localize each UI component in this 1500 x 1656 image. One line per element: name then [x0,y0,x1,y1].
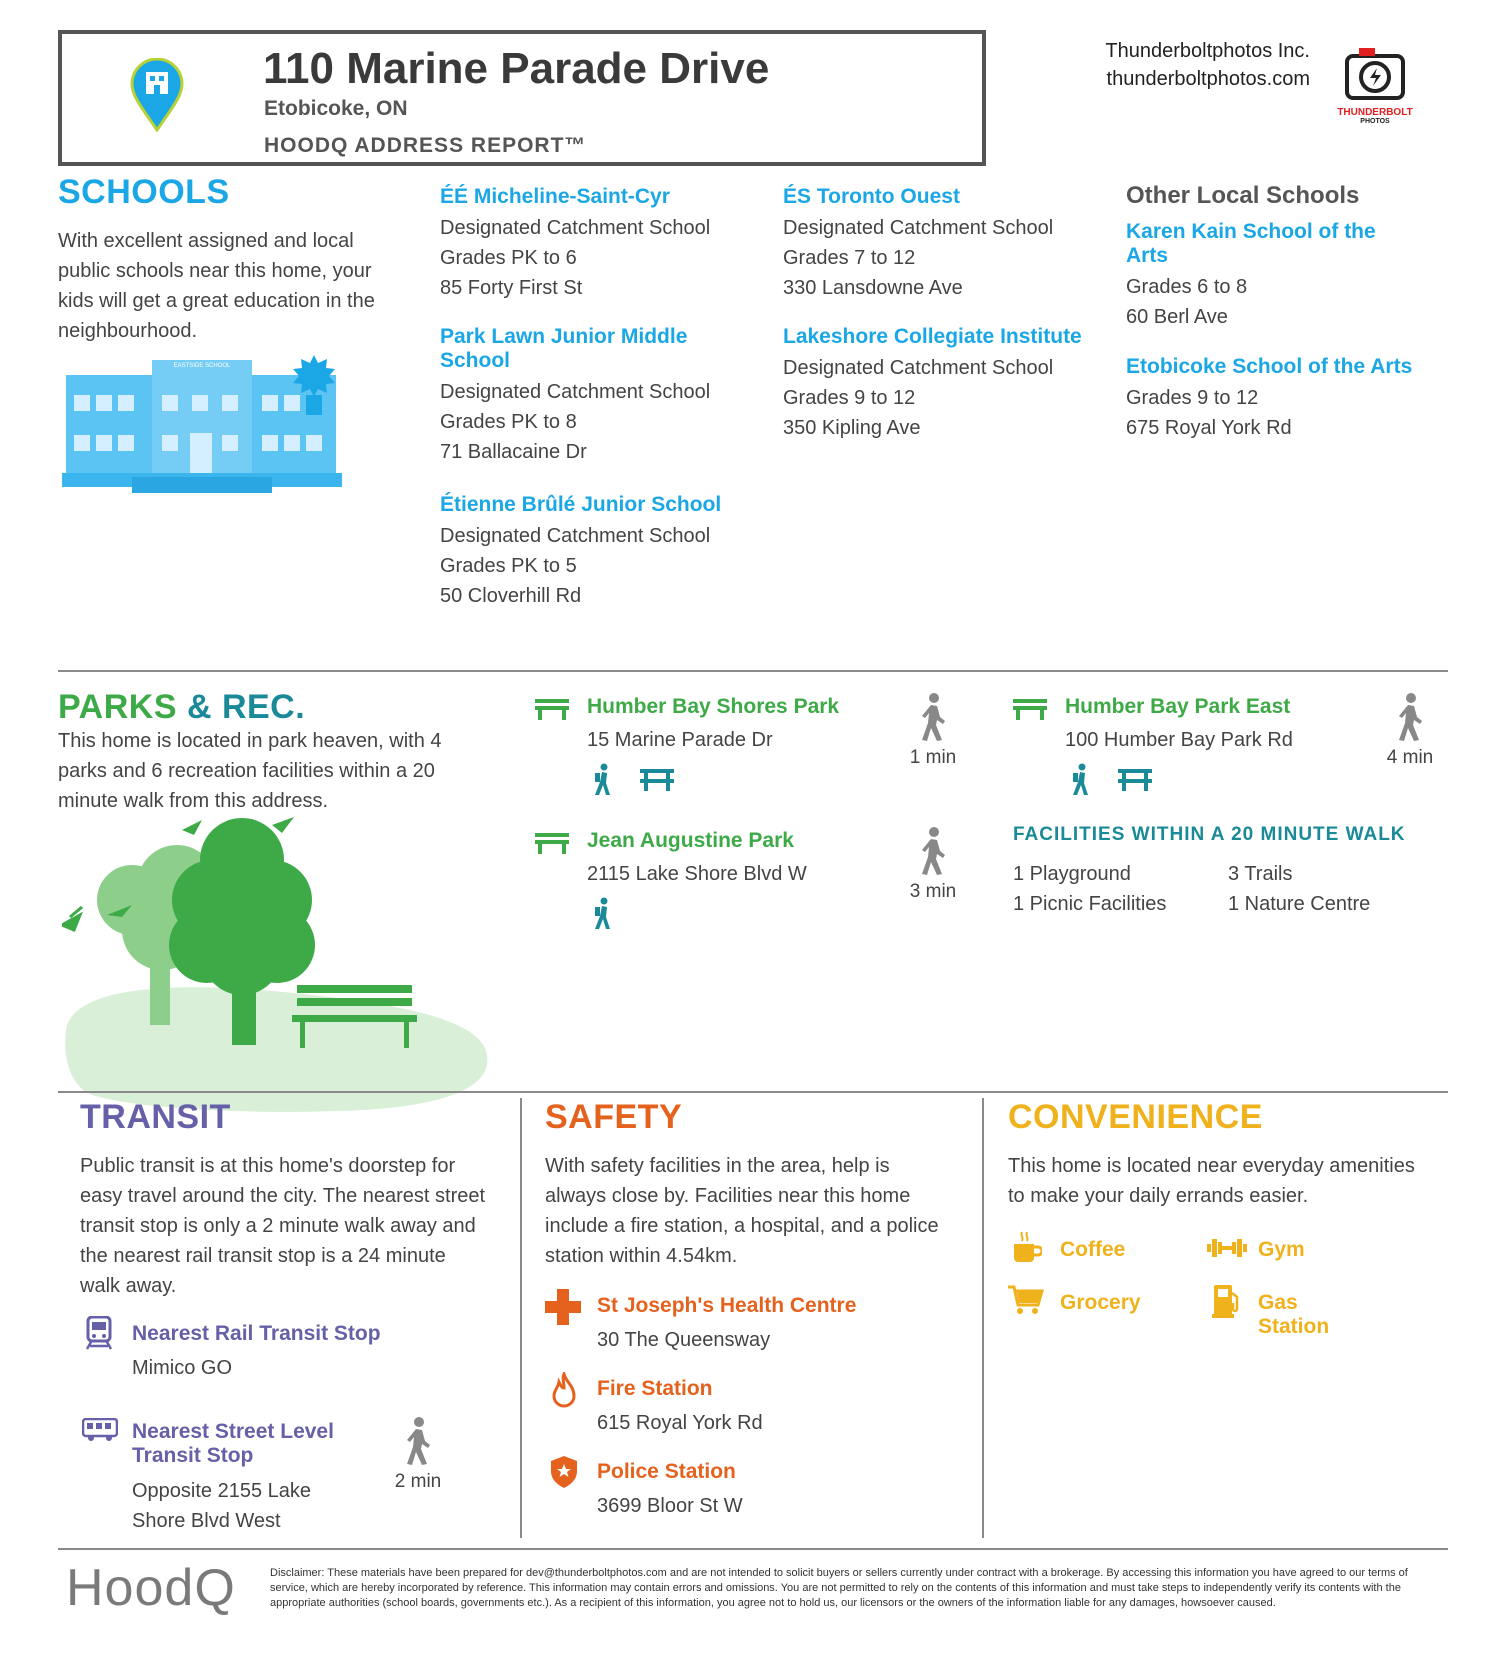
convenience-item[interactable]: Coffee [1060,1238,1126,1261]
school-entry [783,185,1103,303]
fire-icon [552,1372,576,1413]
safety-address: 615 Royal York Rd [597,1412,763,1434]
hiker-icon [593,763,613,802]
picnic-table-icon [1118,767,1152,798]
park-illustration [62,805,492,1130]
facilities-title: FACILITIES WITHIN A 20 MINUTE WALK [1013,824,1406,845]
park-name[interactable]: Jean Augustine Park [587,829,794,852]
park-address: 2115 Lake Shore Blvd W [587,863,807,885]
company-website[interactable]: thunderboltphotos.com [1106,68,1310,90]
parks-title-b: & REC. [186,688,306,726]
logo-line2: PHOTOS [1360,118,1390,125]
school-name[interactable]: Étienne Brûlé Junior School [440,493,722,516]
convenience-item[interactable]: Gym [1258,1238,1305,1261]
school-type: Designated Catchment School [440,217,711,239]
gym-dumbbell-icon [1207,1236,1247,1265]
rail-stop-label[interactable]: Nearest Rail Transit Stop [132,1322,381,1345]
school-type: Designated Catchment School [440,525,711,547]
walk-icon [1395,693,1425,748]
school-name[interactable]: ÉÉ Micheline-Saint-Cyr [440,185,670,208]
safety-title: SAFETY [545,1098,683,1136]
divider [982,1098,984,1538]
street-stop-value: Opposite 2155 Lake Shore Blvd West [132,1480,312,1532]
school-address: 675 Royal York Rd [1126,417,1292,439]
thunderbolt-logo [1335,42,1415,125]
parks-title [58,688,305,727]
school-address: 50 Cloverhill Rd [440,585,582,607]
hiker-icon [1071,763,1091,802]
train-icon [86,1316,112,1355]
school-grades: Grades PK to 5 [440,555,577,577]
school-grades: Grades PK to 8 [440,411,577,433]
picnic-table-icon [640,767,674,798]
park-address: 100 Humber Bay Park Rd [1065,729,1293,751]
safety-name[interactable]: St Joseph's Health Centre [597,1294,857,1317]
school-address: 60 Berl Ave [1126,306,1228,328]
other-schools-title: Other Local Schools [1126,182,1360,209]
schools-description: With excellent assigned and local public schools near this home, your kids will get a great education in the neighbourhood. [58,230,375,342]
safety-name[interactable]: Fire Station [597,1377,713,1400]
school-entry [783,325,1103,443]
coffee-icon [1012,1230,1042,1269]
school-grades: Grades 9 to 12 [1126,387,1259,409]
safety-address: 3699 Bloor St W [597,1495,743,1517]
divider [58,1548,1448,1550]
walk-time: 1 min [909,747,957,768]
school-name[interactable]: Karen Kain School of the Arts [1126,220,1376,267]
location-pin-icon [130,58,184,137]
hoodq-logo: HoodQ [66,1559,236,1617]
bench-icon [1013,697,1047,726]
walk-time: 3 min [909,881,957,902]
school-name[interactable]: Lakeshore Collegiate Institute [783,325,1082,348]
report-label: HOODQ ADDRESS REPORT™ [264,134,587,157]
school-grades: Grades 6 to 8 [1126,276,1248,298]
address-title: 110 Marine Parade Drive [263,44,770,93]
facility-item: 1 Picnic Facilities [1013,893,1167,915]
parks-title-a: PARKS [58,688,177,726]
grocery-cart-icon [1008,1285,1044,1320]
other-school-entry [1126,220,1416,332]
walk-icon [918,827,948,882]
school-address: 71 Ballacaine Dr [440,441,587,463]
other-school-entry [1126,355,1416,443]
address-city: Etobicoke, ON [264,97,408,120]
school-address: 330 Lansdowne Ave [783,277,963,299]
convenience-description: This home is located near everyday amenities to make your daily errands easier. [1008,1155,1415,1207]
park-name[interactable]: Humber Bay Shores Park [587,695,840,718]
safety-name[interactable]: Police Station [597,1460,736,1483]
schools-title: SCHOOLS [58,173,230,211]
school-entry [440,185,760,303]
school-name[interactable]: Etobicoke School of the Arts [1126,355,1413,378]
convenience-item[interactable]: Grocery [1060,1291,1141,1314]
divider [58,670,1448,672]
school-type: Designated Catchment School [783,357,1054,379]
logo-line1: THUNDERBOLT [1337,107,1413,118]
safety-address: 30 The Queensway [597,1329,771,1351]
facility-item: 1 Playground [1013,863,1131,885]
school-type: Designated Catchment School [783,217,1054,239]
camera-icon [1335,42,1415,102]
facility-item: 3 Trails [1228,863,1293,885]
school-name[interactable]: ÉS Toronto Ouest [783,185,960,208]
school-sign: EASTSIDE SCHOOL [173,363,231,369]
hiker-icon [593,897,613,936]
bench-icon [535,697,569,726]
company-name: Thunderboltphotos Inc. [1105,40,1310,62]
facility-item: 1 Nature Centre [1228,893,1371,915]
school-address: 85 Forty First St [440,277,583,299]
street-stop-label[interactable]: Nearest Street Level Transit Stop [132,1420,334,1467]
police-shield-icon [550,1455,578,1494]
safety-description: With safety facilities in the area, help is always close by. Facilities near this home include a fire station, a hospital, and a police station within 4.54km. [545,1155,939,1267]
bench-icon [535,831,569,860]
rail-stop-value: Mimico GO [132,1357,232,1379]
walk-time: 4 min [1386,747,1434,768]
school-grades: Grades 7 to 12 [783,247,916,269]
school-type: Designated Catchment School [440,381,711,403]
walk-icon [918,693,948,748]
transit-description: Public transit is at this home's doorstep for easy travel around the city. The nearest street transit stop is only a 2 minute walk away and the nearest rail transit stop is a 24 minute walk away. [80,1155,486,1297]
school-entry [440,493,760,611]
hospital-cross-icon [545,1289,581,1330]
transit-title: TRANSIT [80,1098,231,1136]
disclaimer-text: Disclaimer: These materials have been prepared for dev@thunderboltphotos.com and are not intended to solicit buyers or sellers currently under contract with a brokerage. By accessing this information you have agreed to our terms of service, which are hereby incorporated by reference. This information may contain errors and omissions. You are not permitted to rely on the contents of this information and must take steps to independently verify its contents with the appropriate authorities (school boards, governments etc.). As a recipient of this information, you agree not to hold us, our licensors or the owners of the information liable for any damages, howsoever caused. [270,1567,1408,1609]
walk-icon [403,1417,433,1472]
parks-description: This home is located in park heaven, with 4 parks and 6 recreation facilities within a 20 minute walk from this address. [58,730,442,812]
park-address: 15 Marine Parade Dr [587,729,773,751]
school-name[interactable]: Park Lawn Junior Middle School [440,325,688,372]
bus-icon [82,1418,118,1447]
convenience-title: CONVENIENCE [1008,1098,1263,1136]
divider [58,1091,1448,1093]
school-grades: Grades PK to 6 [440,247,577,269]
school-address: 350 Kipling Ave [783,417,921,439]
convenience-item[interactable]: Gas Station [1258,1291,1330,1338]
school-building-illustration [62,355,362,500]
gas-pump-icon [1212,1283,1240,1324]
school-grades: Grades 9 to 12 [783,387,916,409]
school-entry [440,325,760,467]
walk-time: 2 min [394,1471,442,1492]
park-name[interactable]: Humber Bay Park East [1065,695,1291,718]
divider [520,1098,522,1538]
